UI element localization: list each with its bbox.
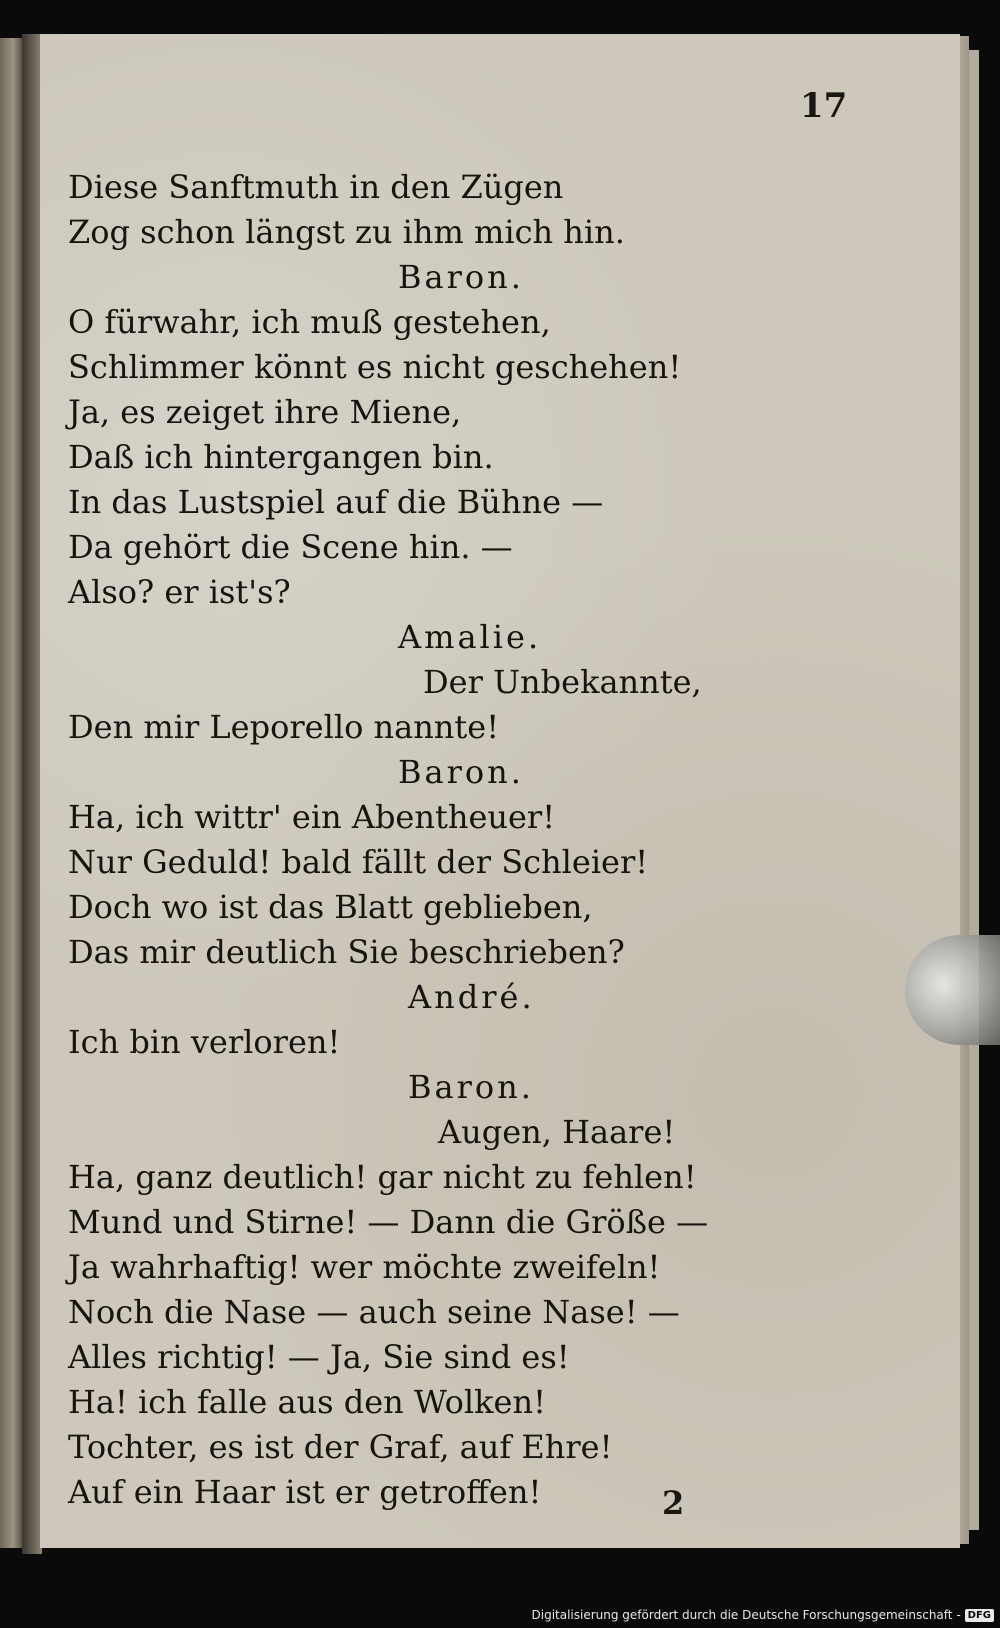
verse-line: Daß ich hintergangen bin. [68, 438, 494, 476]
verse-line: Mund und Stirne! — Dann die Größe — [68, 1203, 709, 1241]
verse-line: Auf ein Haar ist er getroffen! [68, 1473, 542, 1511]
verse-line: In das Lustspiel auf die Bühne — [68, 483, 604, 521]
verse-line: Noch die Nase — auch seine Nase! — [68, 1293, 680, 1331]
digitization-credit [532, 1604, 995, 1626]
verse-line: Tochter, es ist der Graf, auf Ehre! [68, 1428, 613, 1466]
verse-line: Also? er ist's? [68, 573, 291, 611]
verse-line: Ja wahrhaftig! wer möchte zweifeln! [68, 1248, 661, 1286]
speaker-name: Baron. [398, 753, 524, 791]
verse-text-block [68, 165, 888, 1515]
page-stack-edge-outer [969, 50, 979, 1530]
speaker-name: Amalie. [398, 618, 542, 656]
book-gutter-shadow [22, 34, 42, 1554]
verse-line: Alles richtig! — Ja, Sie sind es! [68, 1338, 570, 1376]
verse-line: Diese Sanftmuth in den Zügen [68, 168, 564, 206]
speaker-name: André. [408, 978, 535, 1016]
verse-line: Ha, ganz deutlich! gar nicht zu fehlen! [68, 1158, 697, 1196]
previous-page-edge [0, 38, 22, 1548]
verse-line: Zog schon längst zu ihm mich hin. [68, 213, 625, 251]
verse-line: Das mir deutlich Sie beschrieben? [68, 933, 625, 971]
verse-line: Ja, es zeiget ihre Miene, [68, 393, 462, 431]
verse-line: O fürwahr, ich muß gestehen, [68, 303, 551, 341]
speaker-name: Baron. [408, 1068, 534, 1106]
verse-line: Ha! ich falle aus den Wolken! [68, 1383, 546, 1421]
verse-line: Nur Geduld! bald fällt der Schleier! [68, 843, 649, 881]
credit-text: Digitalisierung gefördert durch die Deutsche Forschungsgemeinschaft - [531, 1608, 961, 1622]
page-number: 17 [800, 86, 848, 126]
verse-line: Ha, ich wittr' ein Abentheuer! [68, 798, 556, 836]
dfg-logo: DFG [965, 1609, 994, 1622]
verse-line: Schlimmer könnt es nicht geschehen! [68, 348, 682, 386]
verse-line: Da gehört die Scene hin. — [68, 528, 513, 566]
verse-line: Der Unbekannte, [423, 663, 702, 701]
verse-line: Den mir Leporello nannte! [68, 708, 500, 746]
verse-line: Doch wo ist das Blatt geblieben, [68, 888, 593, 926]
verse-line: Ich bin verloren! [68, 1023, 341, 1061]
verse-line: Augen, Haare! [438, 1113, 676, 1151]
speaker-name: Baron. [398, 258, 524, 296]
signature-mark: 2 [662, 1484, 685, 1522]
